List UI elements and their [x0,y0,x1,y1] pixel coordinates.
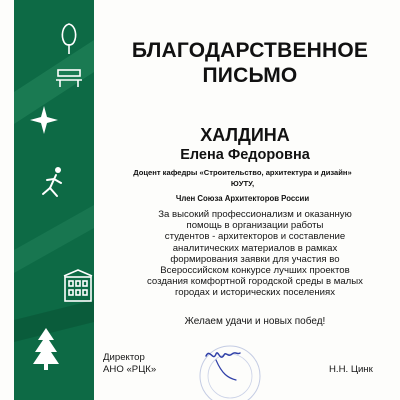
body-line: аналитических материалов в рамках [172,242,338,254]
stamp-and-signature [180,340,270,400]
title-line-1: БЛАГОДАРСТВЕННОЕ [131,39,369,62]
decorative-sidebar [14,0,94,400]
body-line: формирования заявки для участия во [170,253,340,265]
tree-icon [62,24,75,54]
position-line-2: ЮУТУ, [230,179,255,188]
wishes-line: Желаем удачи и новых побед! [184,316,326,327]
signature-icon [206,353,240,380]
title-line-2: ПИСЬМО [202,64,298,87]
signatory-title-line-2: АНО «РЦК» [103,364,157,375]
sidebar-pattern [14,0,94,400]
recipient-position [100,167,385,189]
body-line: За высокий профессионализм и оказанную [158,209,352,220]
signatory-title-line-1: Директор [103,352,145,363]
body-line: студентов - архитекторов и составление [164,231,346,243]
position-line-1: Доцент кафедры «Строительство, архитектура и дизайн» [133,168,352,177]
signatory-name: Н.Н. Цинк [329,364,373,375]
body-line: Всероссийском конкурсе лучших проектов [160,265,350,277]
body-line: городах и исторических поселениях [174,287,336,299]
recipient-membership: Член Союза Архитекторов России [175,194,310,203]
gratitude-text [106,209,400,299]
body-line: создания комфортной городской среды в малых [147,276,363,288]
body-line: помощь в организации работы [186,220,324,232]
runner-icon [43,167,61,196]
document-title [100,38,400,88]
recipient-name: Елена Федоровна [180,147,310,163]
signatory-title [103,352,156,376]
recipient-surname: ХАЛДИНА [200,125,290,145]
building-icon [64,270,92,301]
